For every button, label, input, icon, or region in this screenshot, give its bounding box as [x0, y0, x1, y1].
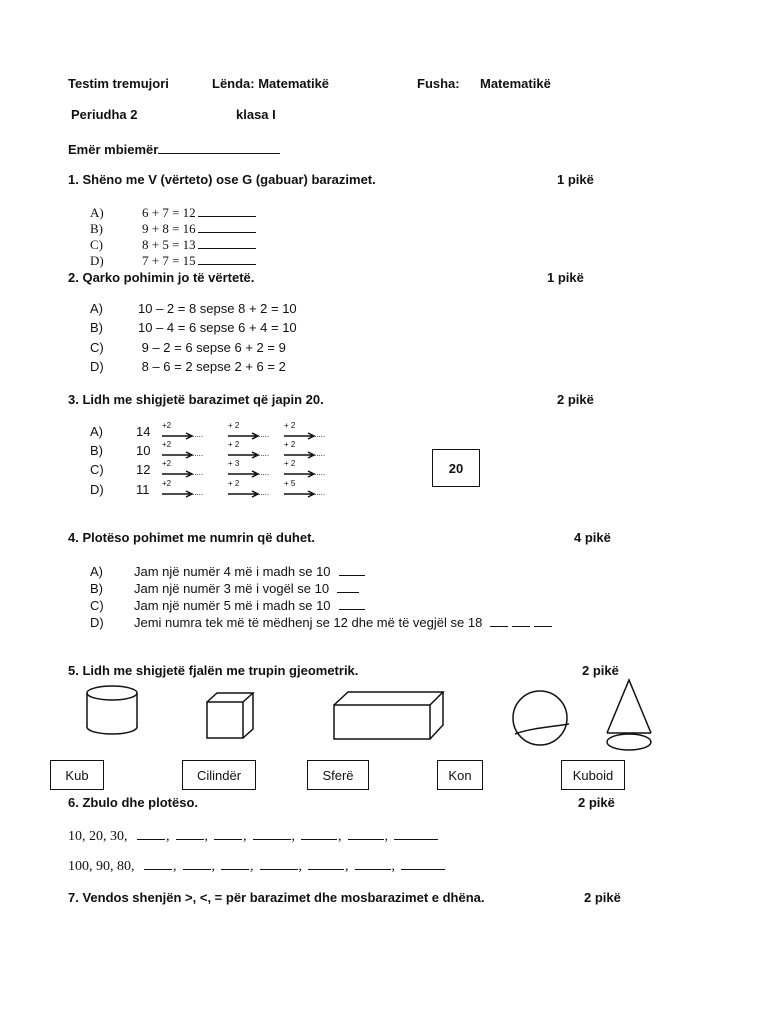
q1-item-letter: D) — [90, 253, 104, 268]
name-label-text: Emër mbiemër — [68, 142, 159, 157]
q6-row1-start: 10, 20, 30, — [68, 829, 128, 844]
q6-answer-field[interactable] — [394, 827, 438, 840]
q6-row2 — [68, 857, 445, 875]
q1-item-letter: B) — [90, 221, 103, 236]
q6-answer-field[interactable] — [401, 857, 445, 870]
q3-item-start: 12 — [136, 462, 151, 477]
arrow-icon — [228, 470, 262, 478]
word-box[interactable] — [50, 760, 104, 790]
q1-title: 1. Shëno me V (vërteto) ose G (gabuar) barazimet. — [68, 172, 376, 187]
q3-step-label: + 2 — [284, 440, 296, 449]
q1-item — [90, 236, 256, 253]
q3-step-label: + 2 — [284, 459, 296, 468]
word-box-label: Sferë — [322, 767, 354, 783]
q2-item-text: 10 – 2 = 8 sepse 8 + 2 = 10 — [138, 301, 297, 316]
q4-item-letter: D) — [90, 615, 104, 630]
q1-item — [90, 220, 256, 237]
target-value: 20 — [448, 460, 464, 476]
sphere-icon[interactable] — [511, 690, 573, 748]
q6-answer-field[interactable] — [301, 827, 337, 840]
q1-answer-field[interactable] — [198, 220, 256, 233]
cone-icon[interactable] — [604, 679, 654, 753]
q2-item-letter: C) — [90, 340, 104, 355]
q1-item-expr: 9 + 8 = 16 — [142, 221, 196, 236]
period-label: Periudha 2 — [71, 107, 138, 122]
q6-comma: , — [338, 829, 342, 844]
word-box[interactable] — [561, 760, 625, 790]
q1-points: 1 pikë — [557, 172, 594, 187]
arrow-icon — [284, 470, 318, 478]
q2-item-letter: D) — [90, 359, 104, 374]
q3-item[interactable] — [90, 479, 330, 500]
q4-item-letter: B) — [90, 581, 103, 596]
q1-item-letter: C) — [90, 237, 103, 252]
q3-points: 2 pikë — [557, 392, 594, 407]
q3-dots: ..... — [258, 430, 270, 439]
q6-comma: , — [250, 859, 254, 874]
q6-comma: , — [173, 859, 177, 874]
q6-blanks-1 — [131, 829, 438, 844]
word-box[interactable] — [307, 760, 369, 790]
arrow-icon — [162, 451, 196, 459]
q6-comma: , — [298, 859, 302, 874]
q6-comma: , — [243, 829, 247, 844]
q4-item-text: Jam një numër 5 më i madh se 10 — [134, 598, 331, 613]
word-box-label: Kuboid — [572, 767, 614, 783]
q3-item-start: 14 — [136, 424, 151, 439]
q1-item-expr: 8 + 5 = 13 — [142, 237, 196, 252]
q4-points: 4 pikë — [574, 530, 611, 545]
cylinder-icon[interactable] — [86, 685, 140, 737]
q3-dots: ..... — [192, 468, 204, 477]
q1-item-letter: A) — [90, 205, 104, 220]
q6-answer-field[interactable] — [176, 827, 204, 840]
q3-dots: ..... — [314, 488, 326, 497]
q1-answer-field[interactable] — [198, 204, 256, 217]
arrow-icon — [284, 451, 318, 459]
q6-row2-start: 100, 90, 80, — [68, 859, 135, 874]
q4-item-letter: A) — [90, 564, 103, 579]
q6-comma: , — [166, 829, 170, 844]
q6-answer-field[interactable] — [183, 857, 211, 870]
q4-answer-field[interactable] — [512, 614, 530, 627]
q6-answer-field[interactable] — [348, 827, 384, 840]
cuboid-icon[interactable] — [333, 691, 445, 741]
q1-item — [90, 204, 256, 221]
q4-item — [90, 580, 359, 596]
q6-answer-field[interactable] — [214, 827, 242, 840]
name-label — [68, 141, 280, 157]
q3-step-label: +2 — [162, 421, 172, 430]
q2-item-letter: B) — [90, 320, 103, 335]
q3-dots: ..... — [314, 468, 326, 477]
q6-title: 6. Zbulo dhe plotëso. — [68, 795, 198, 810]
word-box[interactable] — [437, 760, 483, 790]
q6-answer-field[interactable] — [253, 827, 291, 840]
q3-item-letter: B) — [90, 443, 103, 458]
q3-dots: ..... — [314, 449, 326, 458]
q2-item-letter: A) — [90, 301, 103, 316]
q4-answer-field[interactable] — [339, 597, 365, 610]
q3-step-label: + 3 — [228, 459, 240, 468]
q3-item-letter: A) — [90, 424, 103, 439]
q6-row1 — [68, 827, 438, 845]
q6-answer-field[interactable] — [260, 857, 298, 870]
q5-points: 2 pikë — [582, 663, 619, 678]
word-box-label: Kub — [65, 767, 89, 783]
q6-comma: , — [345, 859, 349, 874]
q3-item-start: 10 — [136, 443, 151, 458]
q2-title: 2. Qarko pohimin jo të vërtetë. — [68, 270, 255, 285]
q2-item[interactable] — [90, 301, 297, 316]
word-box-label: Kon — [448, 767, 472, 783]
q3-step-label: + 2 — [284, 421, 296, 430]
test-title: Testim tremujori — [68, 76, 169, 91]
q1-answer-field[interactable] — [198, 236, 256, 249]
q2-item-text: 8 – 6 = 2 sepse 2 + 6 = 2 — [138, 359, 286, 374]
q6-points: 2 pikë — [578, 795, 615, 810]
target-box[interactable] — [432, 449, 480, 487]
q2-item[interactable] — [90, 359, 286, 374]
q6-comma: , — [204, 829, 208, 844]
subject-label: Lënda: Matematikë — [212, 76, 330, 91]
q6-blanks-2 — [138, 859, 445, 874]
q6-answer-field[interactable] — [144, 857, 172, 870]
arrow-icon — [228, 432, 262, 440]
q3-dots: ..... — [314, 430, 326, 439]
arrow-icon — [228, 490, 262, 498]
word-box[interactable] — [182, 760, 256, 790]
q3-title: 3. Lidh me shigjetë barazimet që japin 20. — [68, 392, 324, 407]
arrow-icon — [162, 470, 196, 478]
q3-dots: ..... — [192, 488, 204, 497]
q4-answer-field[interactable] — [337, 580, 359, 593]
name-field[interactable] — [158, 141, 280, 154]
class-label: klasa I — [236, 107, 276, 122]
q4-answer-field[interactable] — [490, 614, 508, 627]
q4-item-text: Jam një numër 3 më i vogël se 10 — [134, 581, 330, 596]
q4-item-letter: C) — [90, 598, 104, 613]
q6-comma: , — [384, 829, 388, 844]
q6-comma: , — [211, 859, 215, 874]
q2-item-text: 9 – 2 = 6 sepse 6 + 2 = 9 — [138, 340, 286, 355]
arrow-icon — [228, 451, 262, 459]
q3-step-label: + 2 — [228, 440, 240, 449]
q7-title: 7. Vendos shenjën >, <, = për barazimet dhe mosbarazimet e dhëna. — [68, 890, 485, 905]
q6-answer-field[interactable] — [137, 827, 165, 840]
q6-comma: , — [391, 859, 395, 874]
q4-item — [90, 614, 552, 630]
q3-item[interactable] — [90, 459, 330, 480]
q1-item — [90, 252, 256, 269]
q3-item-letter: C) — [90, 462, 104, 477]
q6-answer-field[interactable] — [355, 857, 391, 870]
q4-item — [90, 597, 365, 613]
field-label: Fusha: — [417, 76, 460, 91]
q2-points: 1 pikë — [547, 270, 584, 285]
q6-answer-field[interactable] — [308, 857, 344, 870]
q3-dots: ..... — [258, 488, 270, 497]
cube-icon[interactable] — [206, 692, 256, 740]
q6-answer-field[interactable] — [221, 857, 249, 870]
q4-answer-field[interactable] — [339, 563, 365, 576]
q4-title: 4. Plotëso pohimet me numrin që duhet. — [68, 530, 316, 545]
q3-dots: ..... — [258, 468, 270, 477]
q4-item-text: Jemi numra tek më të mëdhenj se 12 dhe më të vegjël se 18 — [134, 615, 483, 630]
q2-item[interactable] — [90, 320, 297, 335]
q4-answer-field[interactable] — [534, 614, 552, 627]
arrow-icon — [162, 490, 196, 498]
word-box-label: Cilindër — [196, 767, 242, 783]
q4-item — [90, 563, 365, 579]
q1-item-expr: 6 + 7 = 12 — [142, 205, 196, 220]
q3-step-label: +2 — [162, 459, 172, 468]
q3-step-label: + 2 — [228, 479, 240, 488]
q3-step-label: +2 — [162, 479, 172, 488]
arrow-icon — [162, 432, 196, 440]
q1-item-expr: 7 + 7 = 15 — [142, 253, 196, 268]
q5-title: 5. Lidh me shigjetë fjalën me trupin gjeometrik. — [68, 663, 359, 678]
q6-comma: , — [291, 829, 295, 844]
q4-item-text: Jam një numër 4 më i madh se 10 — [134, 564, 331, 579]
q7-points: 2 pikë — [584, 890, 621, 905]
q3-dots: ..... — [258, 449, 270, 458]
q3-step-label: + 5 — [284, 479, 296, 488]
arrow-icon — [284, 490, 318, 498]
q3-step-label: + 2 — [228, 421, 240, 430]
q2-item[interactable] — [90, 340, 286, 355]
q3-item-start: 11 — [136, 482, 150, 497]
q1-answer-field[interactable] — [198, 252, 256, 265]
q3-step-label: +2 — [162, 440, 172, 449]
arrow-icon — [284, 432, 318, 440]
q3-dots: ..... — [192, 430, 204, 439]
q3-item-letter: D) — [90, 482, 104, 497]
field-value: Matematikë — [480, 76, 551, 91]
q3-dots: ..... — [192, 449, 204, 458]
q2-item-text: 10 – 4 = 6 sepse 6 + 4 = 10 — [138, 320, 297, 335]
